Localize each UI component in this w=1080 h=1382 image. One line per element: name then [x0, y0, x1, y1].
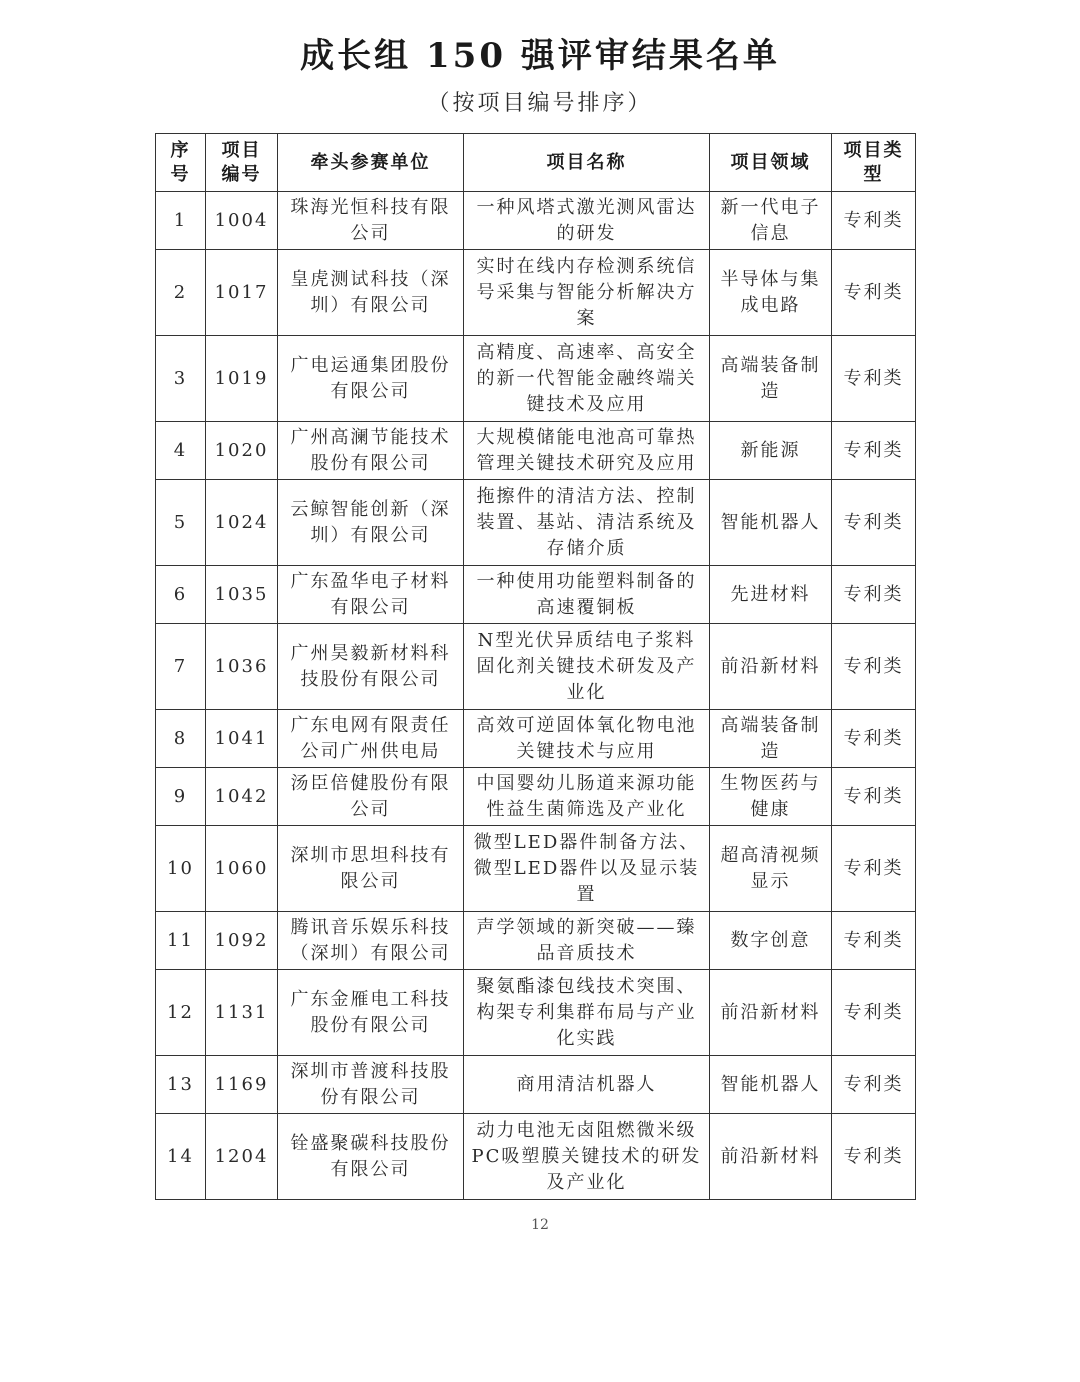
cell-project-code: 1169	[206, 1056, 278, 1114]
cell-serial: 11	[156, 912, 206, 970]
cell-serial: 13	[156, 1056, 206, 1114]
cell-project-type: 专利类	[832, 422, 916, 480]
cell-project-field: 先进材料	[710, 566, 832, 624]
cell-project-field: 数字创意	[710, 912, 832, 970]
cell-project-name: 大规模储能电池高可靠热管理关键技术研究及应用	[464, 422, 710, 480]
cell-project-field: 高端装备制造	[710, 710, 832, 768]
cell-project-code: 1131	[206, 970, 278, 1056]
table-row	[156, 1056, 916, 1114]
table-row	[156, 566, 916, 624]
cell-project-code: 1036	[206, 624, 278, 710]
table-row	[156, 1114, 916, 1200]
header-project-name: 项目名称	[464, 134, 710, 192]
cell-lead-unit: 广东盈华电子材料有限公司	[278, 566, 464, 624]
cell-lead-unit: 深圳市思坦科技有限公司	[278, 826, 464, 912]
cell-serial: 1	[156, 192, 206, 250]
cell-project-field: 半导体与集成电路	[710, 250, 832, 336]
table-row	[156, 192, 916, 250]
cell-serial: 4	[156, 422, 206, 480]
cell-serial: 3	[156, 336, 206, 422]
cell-project-type: 专利类	[832, 768, 916, 826]
cell-serial: 7	[156, 624, 206, 710]
cell-project-code: 1042	[206, 768, 278, 826]
cell-serial: 14	[156, 1114, 206, 1200]
page-subtitle: （按项目编号排序）	[427, 91, 653, 116]
cell-project-name: 中国婴幼儿肠道来源功能性益生菌筛选及产业化	[464, 768, 710, 826]
cell-project-name: 一种风塔式激光测风雷达的研发	[464, 192, 710, 250]
table-row	[156, 422, 916, 480]
cell-project-code: 1060	[206, 826, 278, 912]
table-row	[156, 912, 916, 970]
cell-project-code: 1092	[206, 912, 278, 970]
cell-project-code: 1024	[206, 480, 278, 566]
header-project-field: 项目领域	[710, 134, 832, 192]
cell-project-field: 前沿新材料	[710, 624, 832, 710]
cell-serial: 8	[156, 710, 206, 768]
table-row	[156, 480, 916, 566]
cell-lead-unit: 汤臣倍健股份有限公司	[278, 768, 464, 826]
cell-project-field: 新一代电子信息	[710, 192, 832, 250]
cell-lead-unit: 云鲸智能创新（深圳）有限公司	[278, 480, 464, 566]
table-row	[156, 250, 916, 336]
cell-lead-unit: 广州昊毅新材料科技股份有限公司	[278, 624, 464, 710]
table-row	[156, 768, 916, 826]
header-project-code: 项目编号	[206, 134, 278, 192]
table-row	[156, 710, 916, 768]
cell-project-field: 高端装备制造	[710, 336, 832, 422]
cell-project-type: 专利类	[832, 250, 916, 336]
cell-project-name: N型光伏异质结电子浆料固化剂关键技术研发及产业化	[464, 624, 710, 710]
cell-project-field: 超高清视频显示	[710, 826, 832, 912]
cell-lead-unit: 广州高澜节能技术股份有限公司	[278, 422, 464, 480]
cell-project-name: 微型LED器件制备方法、微型LED器件以及显示装置	[464, 826, 710, 912]
page-title: 成长组 150 强评审结果名单	[300, 36, 780, 76]
cell-project-name: 一种使用功能塑料制备的高速覆铜板	[464, 566, 710, 624]
cell-project-type: 专利类	[832, 336, 916, 422]
cell-project-code: 1019	[206, 336, 278, 422]
cell-project-type: 专利类	[832, 1056, 916, 1114]
cell-project-type: 专利类	[832, 710, 916, 768]
cell-lead-unit: 广东电网有限责任公司广州供电局	[278, 710, 464, 768]
cell-project-code: 1020	[206, 422, 278, 480]
cell-project-field: 智能机器人	[710, 1056, 832, 1114]
cell-project-field: 新能源	[710, 422, 832, 480]
cell-project-field: 前沿新材料	[710, 1114, 832, 1200]
cell-lead-unit: 皇虎测试科技（深圳）有限公司	[278, 250, 464, 336]
cell-serial: 5	[156, 480, 206, 566]
cell-project-code: 1035	[206, 566, 278, 624]
cell-project-type: 专利类	[832, 480, 916, 566]
cell-project-type: 专利类	[832, 1114, 916, 1200]
table-row	[156, 826, 916, 912]
cell-serial: 12	[156, 970, 206, 1056]
cell-serial: 6	[156, 566, 206, 624]
header-project-type: 项目类型	[832, 134, 916, 192]
header-lead-unit: 牵头参赛单位	[278, 134, 464, 192]
cell-project-type: 专利类	[832, 192, 916, 250]
cell-project-name: 高精度、高速率、高安全的新一代智能金融终端关键技术及应用	[464, 336, 710, 422]
cell-project-name: 高效可逆固体氧化物电池关键技术与应用	[464, 710, 710, 768]
cell-project-name: 实时在线内存检测系统信号采集与智能分析解决方案	[464, 250, 710, 336]
cell-project-name: 声学领域的新突破——臻品音质技术	[464, 912, 710, 970]
cell-project-name: 聚氨酯漆包线技术突围、构架专利集群布局与产业化实践	[464, 970, 710, 1056]
results-table	[155, 133, 916, 1200]
cell-project-type: 专利类	[832, 624, 916, 710]
cell-project-name: 动力电池无卤阻燃微米级PC吸塑膜关键技术的研发及产业化	[464, 1114, 710, 1200]
table-header-row	[156, 134, 916, 192]
table-body	[156, 192, 916, 1200]
cell-project-type: 专利类	[832, 566, 916, 624]
cell-project-code: 1004	[206, 192, 278, 250]
cell-project-code: 1041	[206, 710, 278, 768]
cell-lead-unit: 深圳市普渡科技股份有限公司	[278, 1056, 464, 1114]
cell-lead-unit: 广东金雁电工科技股份有限公司	[278, 970, 464, 1056]
table-row	[156, 336, 916, 422]
cell-project-field: 前沿新材料	[710, 970, 832, 1056]
cell-serial: 10	[156, 826, 206, 912]
cell-project-field: 智能机器人	[710, 480, 832, 566]
page-number: 12	[531, 1217, 549, 1233]
cell-project-type: 专利类	[832, 970, 916, 1056]
cell-project-type: 专利类	[832, 826, 916, 912]
table-row	[156, 970, 916, 1056]
cell-lead-unit: 珠海光恒科技有限公司	[278, 192, 464, 250]
table-row	[156, 624, 916, 710]
cell-lead-unit: 腾讯音乐娱乐科技（深圳）有限公司	[278, 912, 464, 970]
header-serial: 序号	[156, 134, 206, 192]
cell-project-type: 专利类	[832, 912, 916, 970]
cell-lead-unit: 铨盛聚碳科技股份有限公司	[278, 1114, 464, 1200]
cell-serial: 2	[156, 250, 206, 336]
cell-project-code: 1017	[206, 250, 278, 336]
cell-project-name: 商用清洁机器人	[464, 1056, 710, 1114]
cell-project-name: 拖擦件的清洁方法、控制装置、基站、清洁系统及存储介质	[464, 480, 710, 566]
cell-lead-unit: 广电运通集团股份有限公司	[278, 336, 464, 422]
cell-project-field: 生物医药与健康	[710, 768, 832, 826]
cell-serial: 9	[156, 768, 206, 826]
cell-project-code: 1204	[206, 1114, 278, 1200]
